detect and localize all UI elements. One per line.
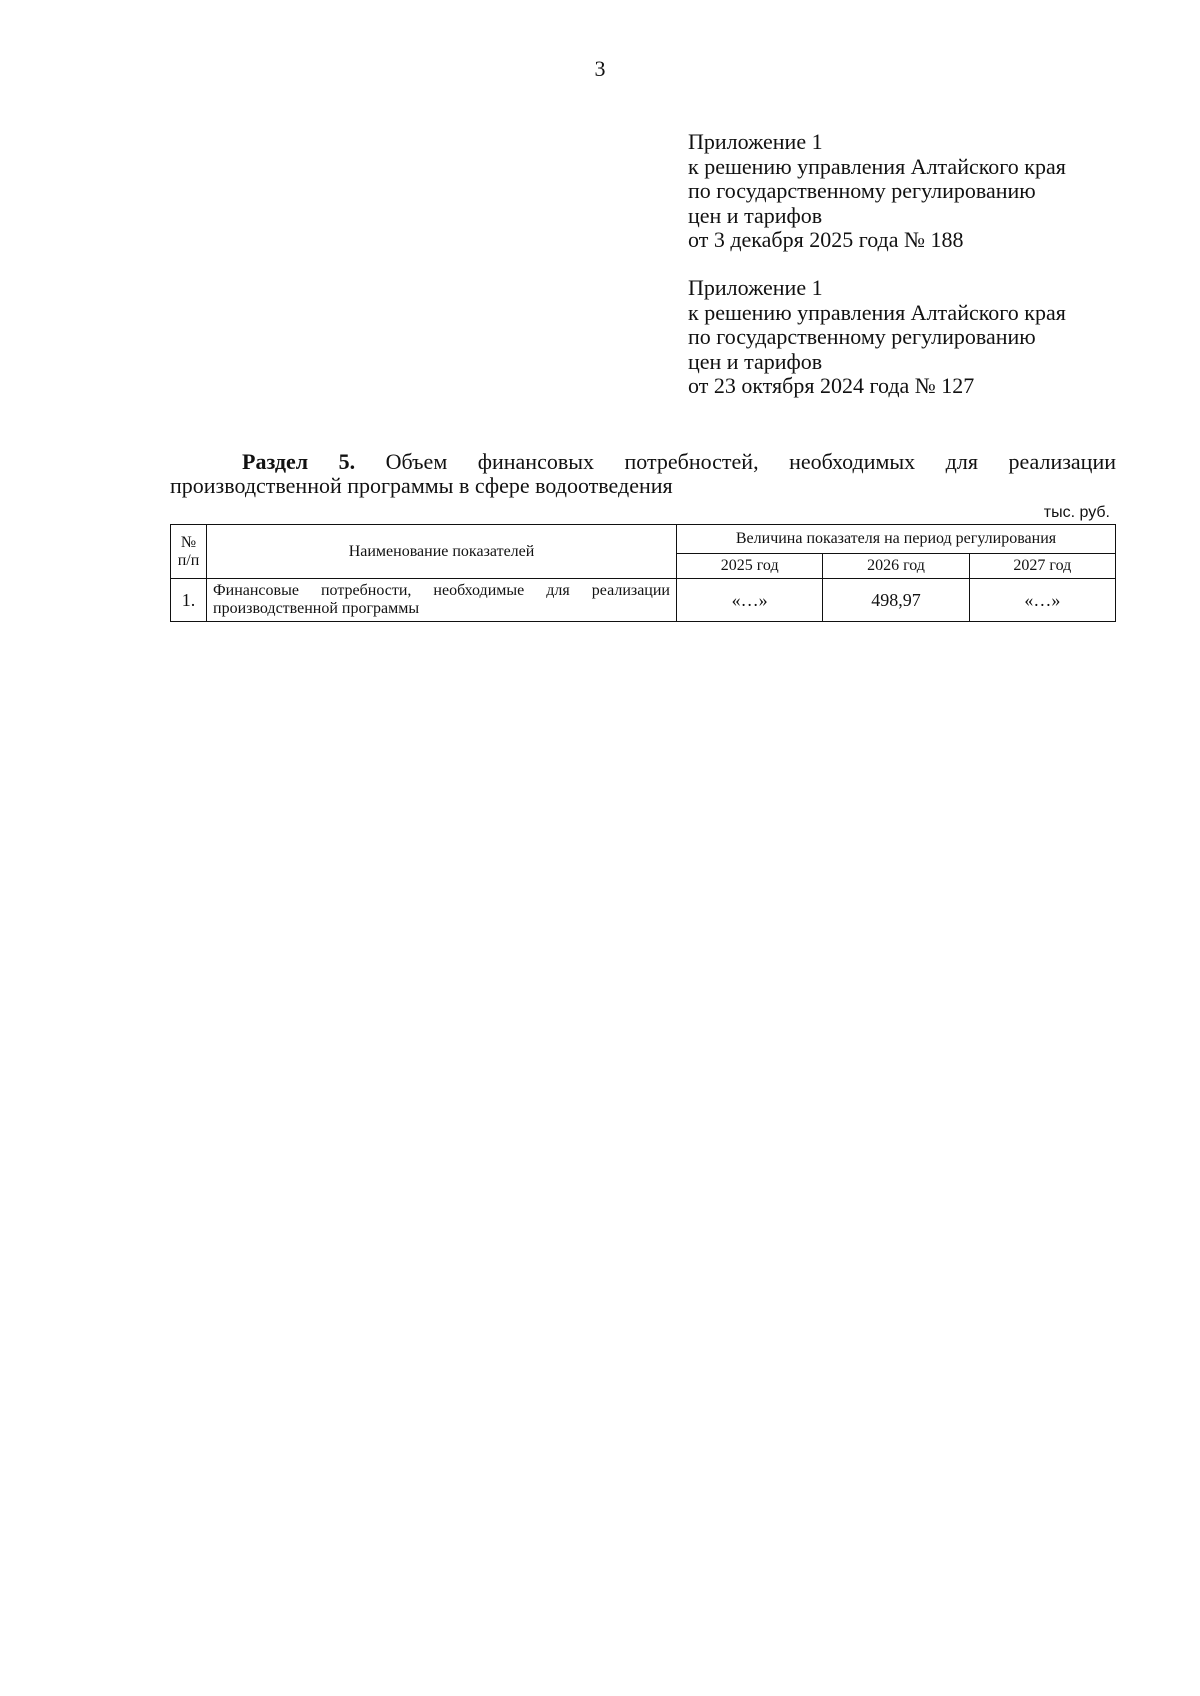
appendix-date: от 23 октября 2024 года № 127 bbox=[688, 373, 975, 398]
unit-label: тыс. руб. bbox=[1043, 504, 1110, 521]
page-number: 3 bbox=[594, 56, 606, 81]
appendix-line: по государственному регулированию bbox=[688, 324, 1036, 349]
appendix-header-current bbox=[688, 130, 1168, 253]
row-value: «…» bbox=[677, 579, 823, 622]
section-title-part1: Объем финансовых потребностей, необходимых для реализации bbox=[385, 449, 1116, 474]
table-row bbox=[171, 579, 1116, 622]
financial-needs-table bbox=[170, 524, 1116, 622]
header-period: Величина показателя на период регулирования bbox=[677, 525, 1116, 554]
appendix-line: по государственному регулированию bbox=[688, 178, 1036, 203]
table-header-row bbox=[171, 525, 1116, 554]
appendix-date: от 3 декабря 2025 года № 188 bbox=[688, 227, 964, 252]
appendix-line: цен и тарифов bbox=[688, 202, 823, 228]
row-value: «…» bbox=[969, 579, 1115, 622]
section-title-part2: производственной программы в сфере водоотведения bbox=[170, 473, 673, 498]
appendix-line: к решению управления Алтайского края bbox=[688, 153, 1066, 179]
row-num: 1. bbox=[171, 579, 207, 622]
header-num: № п/п bbox=[171, 525, 207, 579]
header-name: Наименование показателей bbox=[207, 525, 677, 579]
appendix-header-original bbox=[688, 276, 1168, 399]
appendix-title: Приложение 1 bbox=[688, 129, 823, 154]
header-year: 2027 год bbox=[969, 554, 1115, 579]
header-year: 2026 год bbox=[823, 554, 969, 579]
appendix-title: Приложение 1 bbox=[688, 275, 823, 300]
header-year: 2025 год bbox=[677, 554, 823, 579]
section-label: Раздел 5. bbox=[242, 449, 356, 474]
appendix-line: к решению управления Алтайского края bbox=[688, 299, 1066, 325]
appendix-line: цен и тарифов bbox=[688, 348, 823, 374]
row-name: Финансовые потребности, необходимые для реализации производственной программы bbox=[207, 579, 677, 622]
row-value: 498,97 bbox=[823, 579, 969, 622]
section-heading bbox=[170, 450, 1116, 498]
